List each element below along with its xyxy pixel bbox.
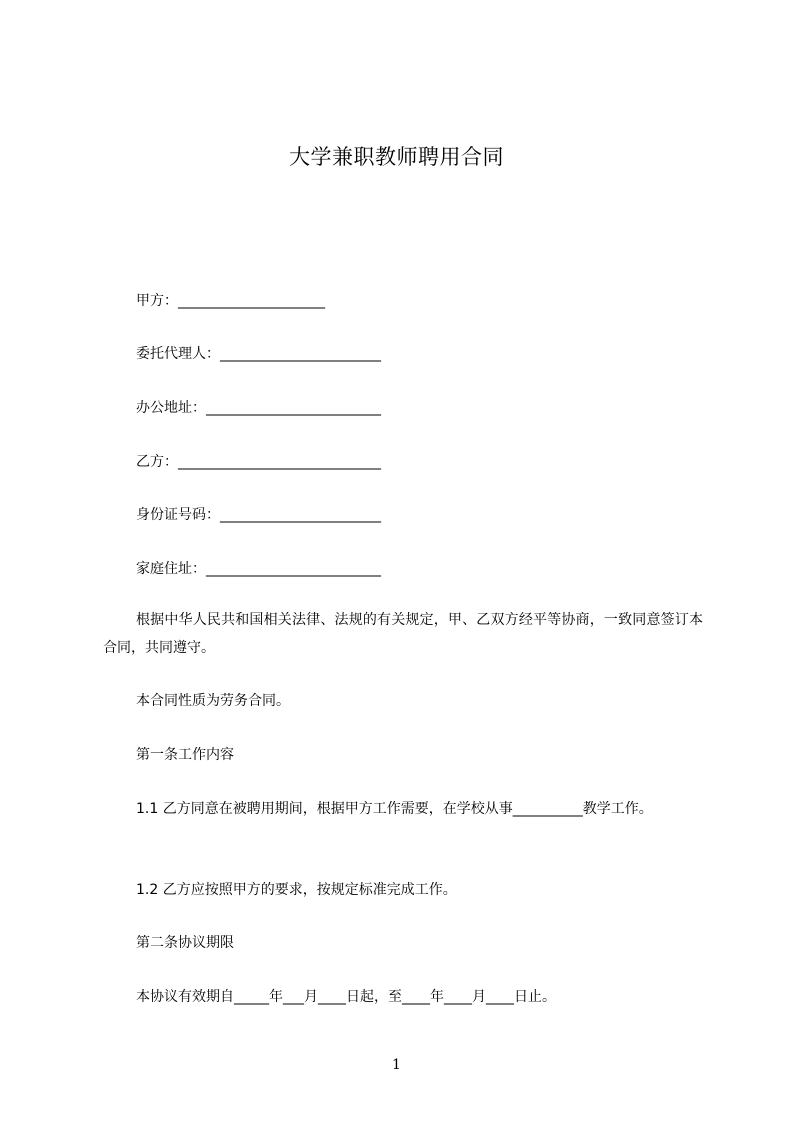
preamble-paragraph: 根据中华人民共和国相关法律、法规的有关规定，甲、乙双方经平等协商，一致同意签订本合同，共同遵守。	[103, 612, 703, 656]
agent-field: 委托代理人：_______________________	[136, 346, 381, 362]
party-b-field: 乙方：_____________________________	[136, 454, 381, 470]
clause-1-1: 1.1 乙方同意在被聘用期间，根据甲方工作需要，在学校从事__________教学工作。	[136, 801, 653, 817]
article-1-heading: 第一条工作内容	[136, 747, 234, 763]
contract-nature: 本合同性质为劳务合同。	[136, 693, 290, 709]
home-address-field: 家庭住址：_________________________	[136, 561, 381, 577]
office-address-field: 办公地址：_________________________	[136, 400, 381, 416]
article-2-heading: 第二条协议期限	[136, 935, 234, 951]
party-a-field: 甲方：_____________________	[136, 293, 325, 309]
document-title: 大学兼职教师聘用合同	[289, 145, 504, 169]
agreement-term: 本协议有效期自_____年___月____日起，至____年____月____日止。	[136, 989, 556, 1005]
id-number-field: 身份证号码：_______________________	[136, 507, 381, 523]
clause-1-2: 1.2 乙方应按照甲方的要求，按规定标准完成工作。	[136, 882, 457, 898]
page-number: 1	[392, 1057, 401, 1073]
